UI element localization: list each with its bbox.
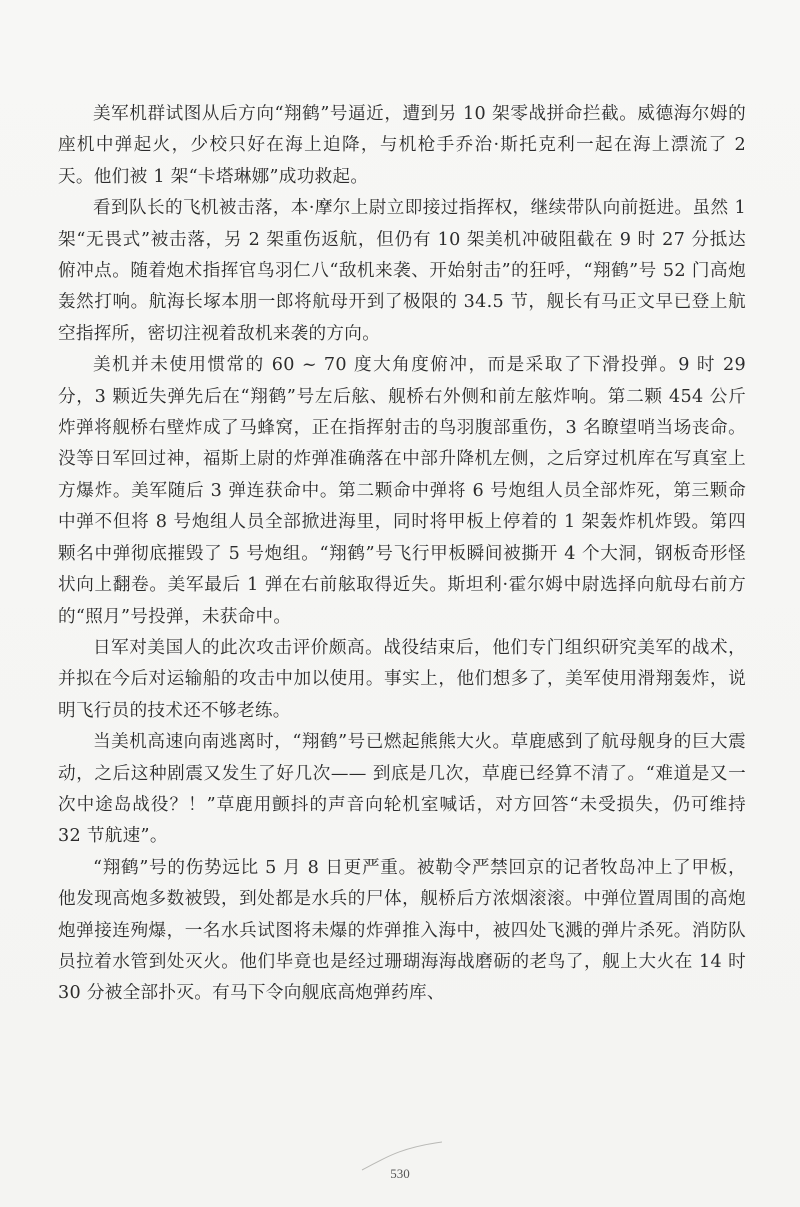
page-number: 530 bbox=[390, 1166, 410, 1181]
paragraph-4: 日军对美国人的此次攻击评价颇高。战役结束后，他们专门组织研究美军的战术，并拟在今后对运输船的攻击中加以使用。事实上，他们想多了，美军使用滑翔轰炸，说明飞行员的技术还不够老练。 bbox=[58, 637, 746, 721]
paragraph-5: 当美机高速向南逃离时，“翔鹤”号已燃起熊熊大火。草鹿感到了航母舰身的巨大震动，之后这种剧震又发生了好几次—— 到底是几次，草鹿已经算不清了。“难道是又一次中途岛战役？！”草鹿用颤抖的声音向轮机室喊话，对方回答“未受损失，仍可维持 32 节航速”。 bbox=[58, 732, 746, 847]
paragraph-3: 美机并未使用惯常的 60 ~ 70 度大角度俯冲，而是采取了下滑投弹。9 时 29 分，3 颗近失弹先后在“翔鹤”号左后舷、舰桥右外侧和前左舷炸响。第二颗 454 公斤炸弹将舰桥右壁炸成了马蜂窝，正在指挥射击的鸟羽腹部重伤，3 名瞭望哨当场丧命。没等日军回过神，福斯上尉的炸弹准确落在中部升降机左侧，之后穿过机库在写真室上方爆炸。美军随后 3 弹连获命中。第二颗命中弹将 6 号炮组人员全部炸死，第三颗命中弹不但将 8 号炮组人员全部掀进海里，同时将甲板上停着的 1 架轰炸机炸毁。第四颗名中弹彻底摧毁了 5 号炮组。“翔鹤”号飞行甲板瞬间被撕开 4 个大洞，钢板奇形怪状向上翻卷。美军最后 1 弹在右前舷取得近失。斯坦利·霍尔姆中尉选择向航母右前方的“照月”号投弹，未获命中。 bbox=[58, 355, 746, 627]
paragraph-1: 美军机群试图从后方向“翔鹤”号逼近，遭到另 10 架零战拼命拦截。威德海尔姆的座机中弹起火，少校只好在海上迫降，与机枪手乔治·斯托克利一起在海上漂流了 2 天。他们被 1 架“卡塔琳娜”成功救起。 bbox=[58, 104, 746, 187]
paragraph-6: “翔鹤”号的伤势远比 5 月 8 日更严重。被勒令严禁回京的记者牧岛冲上了甲板，他发现高炮多数被毁，到处都是水兵的尸体，舰桥后方浓烟滚滚。中弹位置周围的高炮炮弹接连殉爆，一名水兵试图将未爆的炸弹推入海中，被四处飞溅的弹片杀死。消防队员拉着水管到处灭火。他们毕竟也是经过珊瑚海海战磨砺的老鸟了，舰上大火在 14 时 30 分被全部扑灭。有马下令向舰底高炮弹药库、 bbox=[58, 857, 746, 1004]
body-text bbox=[58, 99, 746, 1010]
paragraph-2: 看到队长的飞机被击落，本·摩尔上尉立即接过指挥权，继续带队向前挺进。虽然 1 架“无畏式”被击落，另 2 架重伤返航，但仍有 10 架美机冲破阻截在 9 时 27 分抵达俯冲点。随着炮术指挥官鸟羽仁八“敌机来袭、开始射击”的狂呼，“翔鹤”号 52 门高炮轰然打响。航海长塚本朋一郎将航母开到了极限的 34.5 节，舰长有马正文早已登上航空指挥所，密切注视着敌机来袭的方向。 bbox=[58, 198, 746, 344]
